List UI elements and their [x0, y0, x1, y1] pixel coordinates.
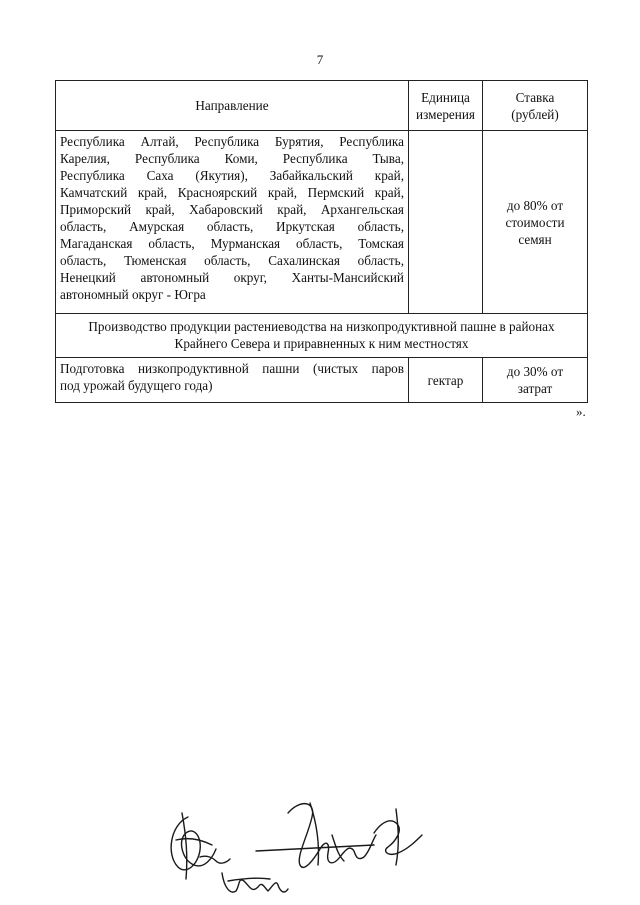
- prep-rate-line2: затрат: [517, 381, 553, 396]
- regions-line: область, Тюменская область, Сахалинская область,: [60, 253, 404, 268]
- header-unit-line2: измерения: [416, 106, 475, 122]
- regions-rate-line1: до 80% от: [506, 197, 564, 213]
- regions-line: Ненецкий автономный округ, Ханты-Мансийский: [60, 270, 404, 285]
- header-rate: [483, 81, 588, 131]
- table-row-prep: [56, 358, 588, 403]
- regions-rate-line2: стоимости: [505, 214, 565, 230]
- regions-line: автономный округ - Югра: [60, 287, 206, 302]
- regions-unit-cell: [409, 131, 483, 314]
- regions-line: Республика Саха (Якутия), Забайкальский край,: [60, 168, 404, 183]
- rates-table: [55, 80, 588, 403]
- closing-quote-mark: ».: [576, 404, 586, 419]
- table-section-row: [56, 314, 588, 358]
- header-rate-line1: Ставка: [515, 89, 555, 105]
- section-heading-cell: [56, 314, 588, 358]
- regions-line: Карелия, Республика Коми, Республика Тыва,: [60, 151, 404, 166]
- regions-line: Магаданская область, Мурманская область, Томская: [60, 236, 404, 251]
- regions-rate-line3: семян: [518, 231, 552, 247]
- regions-list-cell: [56, 131, 409, 314]
- prep-rate-cell: [483, 358, 588, 403]
- regions-line: область, Амурская область, Иркутская область,: [60, 219, 404, 234]
- header-unit-line1: Единица: [421, 89, 470, 105]
- header-unit: [409, 81, 483, 131]
- prep-line1: Подготовка низкопродуктивной пашни (чистых паров: [60, 361, 404, 376]
- prep-direction-cell: [56, 358, 409, 403]
- regions-rate-cell: [483, 131, 588, 314]
- regions-line: Камчатский край, Красноярский край, Пермский край,: [60, 185, 404, 200]
- prep-line2: под урожай будущего года): [60, 378, 213, 393]
- regions-line: Республика Алтай, Республика Бурятия, Республика: [60, 134, 404, 149]
- page-number: 7: [316, 52, 324, 67]
- table-row-regions: [56, 131, 588, 314]
- section-heading-line2: Крайнего Севера и приравненных к ним местностях: [174, 336, 469, 351]
- prep-rate-line1: до 30% от: [506, 364, 564, 379]
- handwritten-signature: [160, 795, 430, 900]
- prep-unit-cell: гектар: [409, 358, 483, 403]
- header-rate-line2: (рублей): [511, 106, 559, 122]
- table-header-row: [56, 81, 588, 131]
- regions-line: Приморский край, Хабаровский край, Архангельская: [60, 202, 404, 217]
- section-heading-line1: Производство продукции растениеводства на низкопродуктивной пашне в районах: [88, 319, 555, 334]
- header-direction: Направление: [56, 81, 409, 131]
